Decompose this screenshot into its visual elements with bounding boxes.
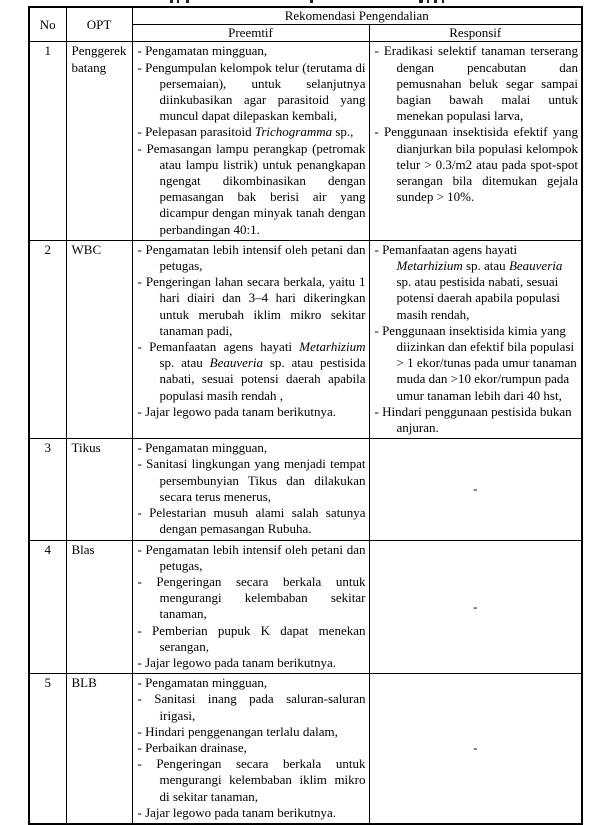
table-row [29, 42, 582, 240]
col-header-opt: OPT [66, 7, 132, 42]
opt-name-cell: Blas [66, 540, 132, 674]
cropped-text-remnant [442, 0, 444, 3]
list-item: - Hindari penggenangan terlalu dalam, [137, 723, 338, 739]
list-item: - Pemasangan lampu perangkap (petromak atau lampu listrik) untuk penangkapan ngengat dikombinasikan dengan pemasangan bak berisi air yang dicampur dengan minyak tanah dengan perbandingan 40:1. [137, 140, 366, 237]
list-item: - Eradikasi selektif tanaman terserang dengan pencabutan dan pemusnahan beluk segar sampai bagian bawah malai untuk menekan populasi larva, [374, 43, 578, 124]
preemtif-cell [132, 674, 369, 824]
col-header-no: No [29, 7, 66, 42]
row-number-cell: 1 [29, 42, 66, 240]
list-item: - Pemanfaatan agens hayati Metarhizium sp. atau Beauveria sp. atau pestisida nabati, sesuai potensi daerah apabila populasi masih rendah, [374, 241, 563, 322]
cropped-text-remnant [434, 0, 437, 3]
list-item: - Jajar legowo pada tanam berikutnya. [137, 403, 337, 419]
cropped-text-remnant [186, 0, 189, 3]
responsif-cell [369, 240, 582, 438]
responsif-cell [369, 42, 582, 240]
row-number-cell: 5 [29, 674, 66, 824]
list-item: - Penggunaan insektisida kimia yang diizinkan dan efektif bila populasi > 1 ekor/tunas pada umur tanaman muda dan >10 ekor/rumpun pada umur tanaman lebih dari 40 hst, [374, 322, 577, 403]
opt-name-cell: Tikus [66, 439, 132, 540]
list-item: - Sanitasi lingkungan yang menjadi tempat persembunyian Tikus dan dilakukan secara terus menerus, [137, 456, 366, 504]
list-item: - Pengeringan lahan secara berkala, yaitu 1 hari diairi dan 3–4 hari dikeringkan untuk merubah iklim mikro sekitar tanaman padi, [137, 274, 366, 338]
empty-dash-cell: - [369, 540, 582, 674]
pest-control-recommendations-table [28, 6, 583, 825]
col-header-group: Rekomendasi Pengendalian [132, 7, 582, 25]
preemtif-cell [132, 540, 369, 674]
cropped-text-remnant [177, 0, 179, 3]
table-row [29, 240, 582, 438]
list-item: - Pengamatan mingguan, [137, 440, 268, 456]
list-item: - Jajar legowo pada tanam berikutnya. [137, 654, 337, 670]
cropped-text-remnant [427, 0, 429, 3]
opt-name-cell: Penggerek batang [66, 42, 132, 240]
list-item: - Pengamatan mingguan, [137, 43, 268, 59]
table-header [29, 7, 582, 42]
list-item: - Perbaikan drainase, [137, 739, 247, 755]
list-item: - Pengamatan lebih intensif oleh petani dan petugas, [137, 541, 366, 573]
list-item: - Sanitasi inang pada saluran-saluran irigasi, [137, 691, 366, 723]
list-item: - Penggunaan insektisida efektif yang dianjurkan bila populasi kelompok telur > 0.3/m2 atau pada spot-spot serangan bila ditemukan gejala sundep > 10%. [374, 124, 578, 205]
list-item: - Pemanfaatan agens hayati Metarhizium sp. atau Beauveria sp. atau pestisida nabati, sesuai potensi daerah apabila populasi masih rendah , [137, 339, 366, 403]
table-row [29, 540, 582, 674]
list-item: - Pelepasan parasitoid Trichogramma sp., [137, 124, 354, 140]
empty-dash-cell: - [369, 674, 582, 824]
table-row [29, 674, 582, 824]
col-header-preemtif: Preemtif [132, 25, 369, 42]
table-body [29, 42, 582, 824]
list-item: - Pelestarian musuh alami salah satunya dengan pemasangan Rubuha. [137, 505, 366, 537]
list-item: - Pemberian pupuk K dapat menekan serangan, [137, 622, 366, 654]
list-item: - Pengamatan lebih intensif oleh petani dan petugas, [137, 241, 366, 274]
table-row [29, 439, 582, 540]
row-number-cell: 4 [29, 540, 66, 674]
col-header-responsif: Responsif [369, 25, 582, 42]
list-item: - Pengamatan mingguan, [137, 675, 268, 691]
cropped-text-remnant [419, 0, 423, 3]
list-item: - Pengeringan secara berkala untuk mengurangi kelembaban sekitar tanaman, [137, 573, 366, 622]
header-row-top [29, 7, 582, 25]
opt-name-cell: WBC [66, 240, 132, 438]
preemtif-cell [132, 439, 369, 540]
preemtif-cell [132, 42, 369, 240]
empty-dash-cell: - [369, 439, 582, 540]
row-number-cell: 3 [29, 439, 66, 540]
preemtif-cell [132, 240, 369, 438]
list-item: - Hindari penggunaan pestisida bukan anjuran. [374, 403, 572, 436]
row-number-cell: 2 [29, 240, 66, 438]
list-item: - Jajar legowo pada tanam berikutnya. [137, 804, 337, 820]
cropped-text-remnant [170, 0, 173, 3]
list-item: - Pengumpulan kelompok telur (terutama di persemaian), untuk selanjutnya diinkubasikan agar parasitoid yang muncul dapat dilepaskan kembali, [137, 59, 366, 124]
list-item: - Pengeringan secara berkala untuk mengurangi kelembaban iklim mikro di sekitar tanaman, [137, 756, 366, 804]
cropped-text-remnant [310, 0, 313, 3]
opt-name-cell: BLB [66, 674, 132, 824]
